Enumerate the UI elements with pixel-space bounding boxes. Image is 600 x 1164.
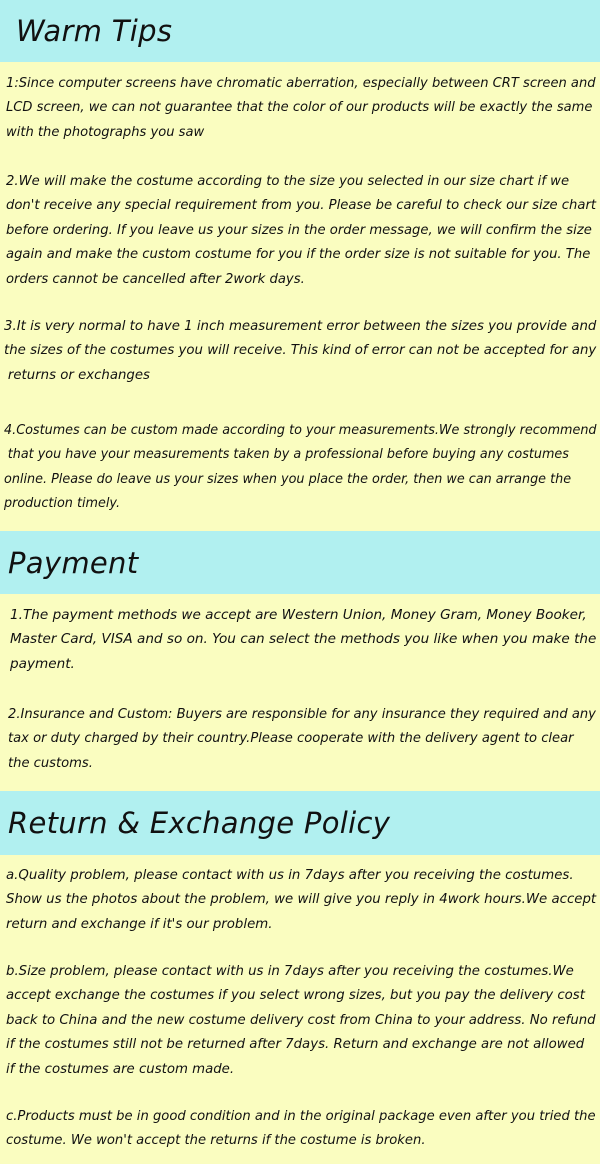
text-line: b.Size problem, please contact with us in 7days after you receiving the costumes.We	[6, 963, 574, 979]
text-line: Show us the photos about the problem, we will give you reply in 4work hours.We accept	[6, 891, 597, 908]
payment-paragraph-1	[10, 603, 596, 676]
text-line: Master Card, VISA and so on. You can select the methods you like when you make the	[10, 631, 597, 648]
text-line: 2.We will make the costume according to the size you selected in our size chart if we	[6, 173, 570, 189]
text-line: 2.Insurance and Custom: Buyers are responsible for any insurance they required and any	[8, 706, 596, 722]
payment-paragraph-2	[8, 702, 600, 775]
text-line: c.Products must be in good condition and in the original package even after you tried the	[6, 1108, 596, 1124]
warm-tips-paragraph-1	[6, 71, 600, 144]
text-line: LCD screen, we can not guarantee that the color of our products will be exactly the same	[6, 99, 593, 116]
text-line: orders cannot be cancelled after 2work days.	[6, 270, 305, 287]
return-policy-section	[0, 791, 600, 1164]
return-policy-paragraph-c	[6, 1104, 600, 1153]
text-line: that you have your measurements taken by a professional before buying any costumes	[7, 446, 569, 463]
text-line: production timely.	[4, 495, 121, 512]
text-line: if the costumes are custom made.	[6, 1060, 235, 1077]
text-line: with the photographs you saw	[6, 123, 205, 140]
text-line: don't receive any special requirement from you. Please be careful to check our size chart	[6, 197, 597, 214]
payment-section	[0, 531, 600, 794]
return-policy-body	[0, 855, 600, 1164]
text-line: before ordering. If you leave us your sizes in the order message, we will confirm the size	[6, 221, 592, 238]
warm-tips-body	[0, 62, 600, 522]
text-line: online. Please do leave us your sizes when you place the order, then we can arrange the	[4, 470, 572, 487]
warm-tips-heading: Warm Tips	[0, 0, 600, 62]
payment-heading: Payment	[0, 531, 600, 594]
return-policy-paragraph-b	[6, 959, 600, 1081]
text-line: payment.	[10, 655, 75, 672]
text-line: the customs.	[8, 754, 93, 771]
text-line: accept exchange the costumes if you select wrong sizes, but you pay the delivery cost	[6, 987, 585, 1004]
warm-tips-section	[0, 0, 600, 522]
text-line: a.Quality problem, please contact with us in 7days after you receiving the costumes.	[6, 867, 574, 883]
text-line: 3.It is very normal to have 1 inch measurement error between the sizes you provide and	[4, 318, 597, 334]
return-policy-heading: Return & Exchange Policy	[0, 791, 600, 855]
warm-tips-paragraph-2	[6, 169, 600, 291]
payment-body	[0, 594, 600, 794]
return-policy-paragraph-a	[6, 863, 600, 936]
warm-tips-paragraph-3	[4, 314, 600, 387]
text-line: again and make the custom costume for you if the order size is not suitable for you. The	[6, 246, 591, 263]
text-line: if the costumes still not be returned after 7days. Return and exchange are not allowed	[6, 1036, 585, 1053]
text-line: 1.The payment methods we accept are Western Union, Money Gram, Money Booker,	[10, 607, 587, 623]
text-line: returns or exchanges	[7, 366, 150, 383]
text-line: 4.Costumes can be custom made according to your measurements.We strongly recommend	[4, 422, 597, 438]
text-line: back to China and the new costume delivery cost from China to your address. No refund	[6, 1011, 596, 1028]
text-line: 1:Since computer screens have chromatic aberration, especially between CRT screen and	[6, 75, 596, 91]
warm-tips-paragraph-4	[4, 418, 600, 516]
text-line: costume. We won't accept the returns if the costume is broken.	[6, 1132, 426, 1149]
text-line: the sizes of the costumes you will receive. This kind of error can not be accepted for any	[4, 342, 597, 359]
text-line: tax or duty charged by their country.Please cooperate with the delivery agent to clear	[8, 730, 574, 747]
text-line: return and exchange if it's our problem.	[6, 915, 273, 932]
